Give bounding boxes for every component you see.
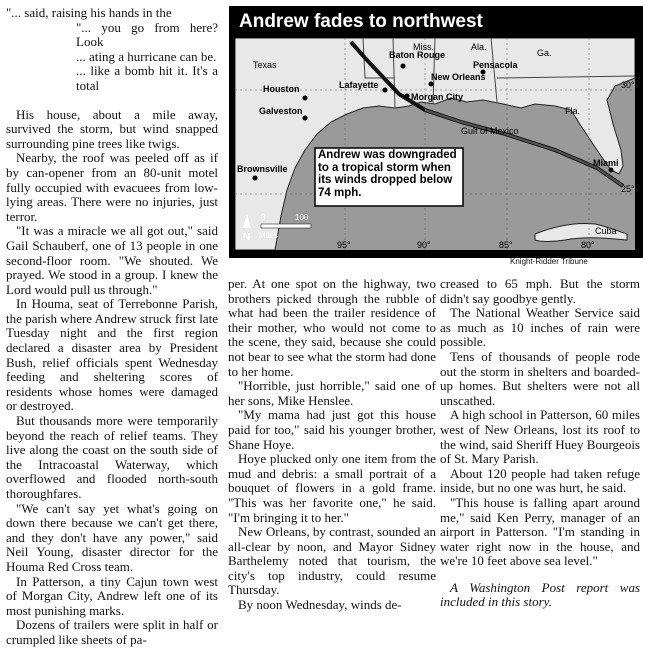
state-label: Texas (253, 60, 277, 70)
city-label: Lafayette (339, 80, 379, 90)
scale-label: 100 (295, 213, 309, 222)
longitude-label: 90° (417, 240, 431, 250)
paragraph: A high school in Patterson, 60 miles west of New Orleans, lost its roof to the wind, said Sheriff Huey Bourgeois of St. Mary Parish. (440, 407, 640, 467)
map-graphic (235, 38, 635, 250)
article-column-2 (228, 277, 436, 613)
city-label: New Orleans (431, 72, 486, 82)
city-label: Houston (263, 84, 300, 94)
city-dot-galveston (303, 116, 308, 121)
storm-track-map (229, 6, 643, 258)
map-title: Andrew fades to northwest (239, 11, 483, 32)
paragraph: In Houma, seat of Terrebonne Parish, the parish where Andrew struck first late Tuesday night and the first region declared a disaster area by President Bush, relief officials spent Wednesday feeding and sheltering scores of residents whose homes were damaged or destroyed. (6, 296, 218, 414)
paragraph: ... ating a hurricane can be. (76, 48, 217, 64)
paragraph: "It was a miracle we all got out," said Gail Schauberf, one of 13 people in one second-floor room. "We shouted. We prayed. We stood in a group. I knew the Lord would pull us through." (6, 223, 218, 297)
scale-unit: Miles (259, 231, 278, 240)
city-label: Baton Rouge (389, 50, 445, 60)
city-dot-houston (303, 96, 308, 101)
callout-text: Andrew was downgraded to a tropical storm when its winds dropped below 74 mph. (318, 149, 457, 199)
city-label: Galveston (259, 106, 303, 116)
city-dot-lafayette (383, 88, 388, 93)
paragraph: Tens of thousands of people rode out the storm in shelters and boarded-up homes. But shelters were not all unscathed. (440, 348, 640, 408)
paragraph: About 120 people had taken refuge inside, but no one was hurt, he said. (440, 465, 640, 496)
longitude-label: 85° (499, 240, 513, 250)
paragraph: "My mama had just got this house paid for too," said his younger brother, Shane Hoye. (228, 407, 436, 452)
paragraph: Hoye plucked only one item from the mud and debris: a small portrait of a bouquet of flowers in a gold frame. "This was her favorite one," he said. "I'm bringing it to her." (228, 451, 436, 525)
longitude-label: 80° (581, 240, 595, 250)
city-dot-baton-rouge (401, 64, 406, 69)
paragraph: "... said, raising his hands in the (6, 5, 172, 20)
state-label: Miss. (413, 42, 434, 52)
latitude-label: 30° (621, 80, 635, 90)
state-label: Ala. (471, 42, 487, 52)
paragraph: "This house is falling apart around me," said Ken Perry, manager of an airport in Patterson. "I'm standing in water right now in the house, and we're 10 feet above sea level." (440, 494, 640, 569)
city-dot-miami (609, 168, 614, 173)
paragraph: New Orleans, by contrast, sounded an all-clear by noon, and Mayor Sidney Barthelemy noted that tourism, the city's top industry, could resume Thursday. (228, 524, 436, 598)
paragraph: per. At one spot on the highway, two brothers picked through the rubble of what had been the trailer residence of their mother, who would not come to the scene, they said, because she could not bear to see what the storm had done to her home. (228, 276, 436, 379)
latitude-label: 25° (621, 184, 635, 194)
city-label: Morgan City (411, 92, 464, 102)
paragraph: His house, about a mile away, survived the storm, but wind snapped surrounding pine trees like twigs. (6, 106, 218, 151)
city-label: Miami (593, 158, 619, 168)
paragraph: Dozens of trailers were split in half or crumpled like sheets of pa- (6, 617, 218, 647)
paragraph: "We can't say yet what's going on down there because we can't get there, and they don't have any power," said Neil Young, disaster director for the Houma Red Cross team. (6, 500, 218, 574)
country-label: Cuba (595, 226, 617, 236)
article-column-1 (6, 6, 218, 648)
city-dot-morgan-city (405, 94, 410, 99)
city-dot-new-orleans (429, 82, 434, 87)
paragraph: By noon Wednesday, winds de- (238, 597, 402, 613)
paragraph: The National Weather Service said as much as 10 inches of rain were possible. (440, 305, 640, 350)
paragraph: creased to 65 mph. But the storm didn't say goodbye gently. (440, 276, 640, 306)
paragraph: But thousands more were temporarily beyond the reach of relief teams. They live along the coast on the south side of the Intracoastal Waterway, which overflowed and flooded north-south thoroughfares. (6, 413, 218, 501)
city-label: Pensacola (473, 60, 518, 70)
scale-bar (261, 224, 311, 228)
paragraph: In Patterson, a tiny Cajun town west of Morgan City, Andrew left one of its most punishing marks. (6, 573, 218, 618)
state-label: Ga. (537, 48, 552, 58)
city-label: Brownsville (237, 164, 288, 174)
paragraph: "Horrible, just horrible," said one of her sons, Mike Henslee. (228, 378, 436, 408)
compass-label: N (243, 232, 251, 243)
contributor-note: A Washington Post report was included in this story. (440, 579, 640, 610)
article-column-3 (440, 277, 640, 610)
scale-label: 0 (261, 213, 266, 222)
paragraph: Nearby, the roof was peeled off as if by can-opener from an 80-unit motel fully occupied with evacuees from low-lying areas. There were no injuries, just terror. (6, 150, 218, 224)
city-dot-brownsville (253, 176, 258, 181)
paragraph: ... like a bomb hit it. It's a total (76, 63, 218, 93)
map-credit: Knight-Ridder Tribune (510, 257, 588, 266)
callout-text-container (318, 149, 462, 207)
state-label: Fla. (565, 106, 581, 116)
longitude-label: 95° (337, 240, 351, 250)
paragraph: "... you go from here? Look (76, 19, 218, 50)
water-label: Gulf of Mexico (461, 126, 519, 136)
